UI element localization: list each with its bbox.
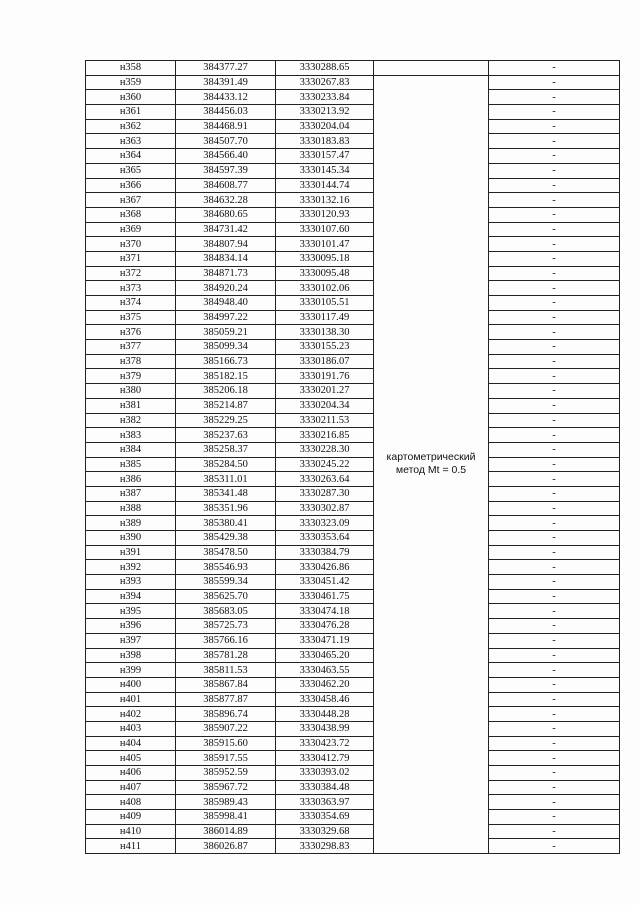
x-coordinate-cell: 385258.37 <box>176 442 276 457</box>
x-coordinate-cell: 384632.28 <box>176 193 276 208</box>
x-coordinate-cell: 385915.60 <box>176 736 276 751</box>
x-coordinate-cell: 384468.91 <box>176 119 276 134</box>
x-coordinate-cell: 385214.87 <box>176 398 276 413</box>
y-coordinate-cell: 3330288.65 <box>276 61 374 76</box>
table-row <box>86 457 620 472</box>
x-coordinate-cell: 385811.53 <box>176 663 276 678</box>
table-row <box>86 589 620 604</box>
y-coordinate-cell: 3330107.60 <box>276 222 374 237</box>
y-coordinate-cell: 3330204.34 <box>276 398 374 413</box>
point-cell: н398 <box>86 648 176 663</box>
table-row <box>86 839 620 854</box>
table-row <box>86 75 620 90</box>
delta-cell: - <box>489 296 620 311</box>
y-coordinate-cell: 3330191.76 <box>276 369 374 384</box>
x-coordinate-cell: 384807.94 <box>176 237 276 252</box>
table-row <box>86 486 620 501</box>
x-coordinate-cell: 385917.55 <box>176 751 276 766</box>
point-cell: н389 <box>86 516 176 531</box>
y-coordinate-cell: 3330155.23 <box>276 340 374 355</box>
delta-cell: - <box>489 398 620 413</box>
point-cell: н360 <box>86 90 176 105</box>
y-coordinate-cell: 3330461.75 <box>276 589 374 604</box>
delta-cell: - <box>489 531 620 546</box>
point-cell: н405 <box>86 751 176 766</box>
table-row <box>86 428 620 443</box>
y-coordinate-cell: 3330465.20 <box>276 648 374 663</box>
y-coordinate-cell: 3330384.79 <box>276 545 374 560</box>
x-coordinate-cell: 384456.03 <box>176 105 276 120</box>
x-coordinate-cell: 384731.42 <box>176 222 276 237</box>
x-coordinate-cell: 385989.43 <box>176 795 276 810</box>
point-cell: н382 <box>86 413 176 428</box>
table-row <box>86 193 620 208</box>
y-coordinate-cell: 3330233.84 <box>276 90 374 105</box>
x-coordinate-cell: 385380.41 <box>176 516 276 531</box>
x-coordinate-cell: 385599.34 <box>176 575 276 590</box>
x-coordinate-cell: 384566.40 <box>176 149 276 164</box>
x-coordinate-cell: 384871.73 <box>176 266 276 281</box>
method-cell-empty <box>374 61 489 76</box>
table-row <box>86 178 620 193</box>
point-cell: н396 <box>86 619 176 634</box>
table-row <box>86 575 620 590</box>
y-coordinate-cell: 3330384.48 <box>276 780 374 795</box>
x-coordinate-cell: 385683.05 <box>176 604 276 619</box>
x-coordinate-cell: 385229.25 <box>176 413 276 428</box>
point-cell: н393 <box>86 575 176 590</box>
y-coordinate-cell: 3330267.83 <box>276 75 374 90</box>
table-row <box>86 516 620 531</box>
table-row <box>86 61 620 76</box>
point-cell: н363 <box>86 134 176 149</box>
x-coordinate-cell: 385877.87 <box>176 692 276 707</box>
point-cell: н368 <box>86 207 176 222</box>
table-row <box>86 105 620 120</box>
point-cell: н371 <box>86 251 176 266</box>
delta-cell: - <box>489 354 620 369</box>
delta-cell: - <box>489 810 620 825</box>
table-row <box>86 531 620 546</box>
table-row <box>86 721 620 736</box>
delta-cell: - <box>489 486 620 501</box>
x-coordinate-cell: 385998.41 <box>176 810 276 825</box>
delta-cell: - <box>489 222 620 237</box>
table-row <box>86 810 620 825</box>
x-coordinate-cell: 384377.27 <box>176 61 276 76</box>
x-coordinate-cell: 386026.87 <box>176 839 276 854</box>
x-coordinate-cell: 384920.24 <box>176 281 276 296</box>
point-cell: н386 <box>86 472 176 487</box>
table-row <box>86 824 620 839</box>
y-coordinate-cell: 3330213.92 <box>276 105 374 120</box>
point-cell: н381 <box>86 398 176 413</box>
x-coordinate-cell: 385478.50 <box>176 545 276 560</box>
table-row <box>86 207 620 222</box>
y-coordinate-cell: 3330471.19 <box>276 633 374 648</box>
x-coordinate-cell: 385099.34 <box>176 340 276 355</box>
table-row <box>86 398 620 413</box>
table-row <box>86 149 620 164</box>
table-row <box>86 354 620 369</box>
point-cell: н359 <box>86 75 176 90</box>
x-coordinate-cell: 385311.01 <box>176 472 276 487</box>
point-cell: н369 <box>86 222 176 237</box>
delta-cell: - <box>489 413 620 428</box>
y-coordinate-cell: 3330451.42 <box>276 575 374 590</box>
x-coordinate-cell: 385341.48 <box>176 486 276 501</box>
x-coordinate-cell: 384834.14 <box>176 251 276 266</box>
point-cell: н397 <box>86 633 176 648</box>
x-coordinate-cell: 384433.12 <box>176 90 276 105</box>
y-coordinate-cell: 3330105.51 <box>276 296 374 311</box>
delta-cell: - <box>489 134 620 149</box>
table-row <box>86 163 620 178</box>
delta-cell: - <box>489 325 620 340</box>
table-row <box>86 472 620 487</box>
x-coordinate-cell: 384680.65 <box>176 207 276 222</box>
point-cell: н375 <box>86 310 176 325</box>
delta-cell: - <box>489 604 620 619</box>
table-row <box>86 90 620 105</box>
delta-cell: - <box>489 310 620 325</box>
delta-cell: - <box>489 516 620 531</box>
point-cell: н388 <box>86 501 176 516</box>
x-coordinate-cell: 385182.15 <box>176 369 276 384</box>
table-row <box>86 780 620 795</box>
point-cell: н392 <box>86 560 176 575</box>
point-cell: н384 <box>86 442 176 457</box>
delta-cell: - <box>489 266 620 281</box>
y-coordinate-cell: 3330201.27 <box>276 384 374 399</box>
point-cell: н372 <box>86 266 176 281</box>
y-coordinate-cell: 3330354.69 <box>276 810 374 825</box>
table-row <box>86 251 620 266</box>
y-coordinate-cell: 3330245.22 <box>276 457 374 472</box>
x-coordinate-cell: 385766.16 <box>176 633 276 648</box>
point-cell: н411 <box>86 839 176 854</box>
coordinates-table <box>85 60 620 854</box>
table-row <box>86 619 620 634</box>
table-row <box>86 384 620 399</box>
y-coordinate-cell: 3330438.99 <box>276 721 374 736</box>
y-coordinate-cell: 3330323.09 <box>276 516 374 531</box>
delta-cell: - <box>489 692 620 707</box>
point-cell: н404 <box>86 736 176 751</box>
y-coordinate-cell: 3330263.64 <box>276 472 374 487</box>
delta-cell: - <box>489 119 620 134</box>
delta-cell: - <box>489 633 620 648</box>
point-cell: н376 <box>86 325 176 340</box>
x-coordinate-cell: 384608.77 <box>176 178 276 193</box>
y-coordinate-cell: 3330204.04 <box>276 119 374 134</box>
point-cell: н366 <box>86 178 176 193</box>
table-row <box>86 692 620 707</box>
x-coordinate-cell: 385967.72 <box>176 780 276 795</box>
delta-cell: - <box>489 795 620 810</box>
point-cell: н365 <box>86 163 176 178</box>
y-coordinate-cell: 3330463.55 <box>276 663 374 678</box>
x-coordinate-cell: 385867.84 <box>176 677 276 692</box>
table-row <box>86 369 620 384</box>
table-row <box>86 442 620 457</box>
delta-cell: - <box>489 281 620 296</box>
table-row <box>86 604 620 619</box>
x-coordinate-cell: 384997.22 <box>176 310 276 325</box>
point-cell: н407 <box>86 780 176 795</box>
x-coordinate-cell: 384948.40 <box>176 296 276 311</box>
y-coordinate-cell: 3330302.87 <box>276 501 374 516</box>
y-coordinate-cell: 3330101.47 <box>276 237 374 252</box>
method-cell <box>374 75 489 853</box>
x-coordinate-cell: 385546.93 <box>176 560 276 575</box>
delta-cell: - <box>489 545 620 560</box>
coordinates-table-body <box>86 61 620 854</box>
y-coordinate-cell: 3330329.68 <box>276 824 374 839</box>
delta-cell: - <box>489 824 620 839</box>
table-row <box>86 222 620 237</box>
delta-cell: - <box>489 501 620 516</box>
y-coordinate-cell: 3330423.72 <box>276 736 374 751</box>
point-cell: н409 <box>86 810 176 825</box>
x-coordinate-cell: 385896.74 <box>176 707 276 722</box>
y-coordinate-cell: 3330476.28 <box>276 619 374 634</box>
point-cell: н406 <box>86 766 176 781</box>
point-cell: н391 <box>86 545 176 560</box>
y-coordinate-cell: 3330474.18 <box>276 604 374 619</box>
delta-cell: - <box>489 663 620 678</box>
delta-cell: - <box>489 75 620 90</box>
delta-cell: - <box>489 428 620 443</box>
table-row <box>86 663 620 678</box>
point-cell: н370 <box>86 237 176 252</box>
point-cell: н410 <box>86 824 176 839</box>
y-coordinate-cell: 3330095.48 <box>276 266 374 281</box>
delta-cell: - <box>489 369 620 384</box>
point-cell: н378 <box>86 354 176 369</box>
method-accuracy: метод Mt = 0.5 <box>395 464 467 477</box>
delta-cell: - <box>489 457 620 472</box>
table-row <box>86 310 620 325</box>
table-row <box>86 707 620 722</box>
delta-cell: - <box>489 149 620 164</box>
point-cell: н390 <box>86 531 176 546</box>
x-coordinate-cell: 385237.63 <box>176 428 276 443</box>
table-row <box>86 545 620 560</box>
y-coordinate-cell: 3330117.49 <box>276 310 374 325</box>
point-cell: н362 <box>86 119 176 134</box>
x-coordinate-cell: 384507.70 <box>176 134 276 149</box>
point-cell: н400 <box>86 677 176 692</box>
delta-cell: - <box>489 340 620 355</box>
table-row <box>86 633 620 648</box>
table-row <box>86 795 620 810</box>
point-cell: н383 <box>86 428 176 443</box>
y-coordinate-cell: 3330132.16 <box>276 193 374 208</box>
point-cell: н408 <box>86 795 176 810</box>
delta-cell: - <box>489 193 620 208</box>
x-coordinate-cell: 385952.59 <box>176 766 276 781</box>
point-cell: н373 <box>86 281 176 296</box>
delta-cell: - <box>489 766 620 781</box>
y-coordinate-cell: 3330287.30 <box>276 486 374 501</box>
table-row <box>86 677 620 692</box>
delta-cell: - <box>489 442 620 457</box>
delta-cell: - <box>489 839 620 854</box>
y-coordinate-cell: 3330120.93 <box>276 207 374 222</box>
point-cell: н377 <box>86 340 176 355</box>
delta-cell: - <box>489 90 620 105</box>
point-cell: н402 <box>86 707 176 722</box>
table-row <box>86 413 620 428</box>
x-coordinate-cell: 385059.21 <box>176 325 276 340</box>
table-row <box>86 296 620 311</box>
delta-cell: - <box>489 589 620 604</box>
delta-cell: - <box>489 575 620 590</box>
y-coordinate-cell: 3330211.53 <box>276 413 374 428</box>
delta-cell: - <box>489 178 620 193</box>
delta-cell: - <box>489 105 620 120</box>
y-coordinate-cell: 3330145.34 <box>276 163 374 178</box>
table-row <box>86 501 620 516</box>
delta-cell: - <box>489 677 620 692</box>
delta-cell: - <box>489 251 620 266</box>
delta-cell: - <box>489 384 620 399</box>
x-coordinate-cell: 385907.22 <box>176 721 276 736</box>
point-cell: н385 <box>86 457 176 472</box>
point-cell: н380 <box>86 384 176 399</box>
delta-cell: - <box>489 207 620 222</box>
y-coordinate-cell: 3330448.28 <box>276 707 374 722</box>
table-row <box>86 340 620 355</box>
table-row <box>86 237 620 252</box>
point-cell: н367 <box>86 193 176 208</box>
y-coordinate-cell: 3330157.47 <box>276 149 374 164</box>
x-coordinate-cell: 385206.18 <box>176 384 276 399</box>
delta-cell: - <box>489 560 620 575</box>
y-coordinate-cell: 3330393.02 <box>276 766 374 781</box>
table-row <box>86 736 620 751</box>
table-row <box>86 134 620 149</box>
table-row <box>86 766 620 781</box>
delta-cell: - <box>489 721 620 736</box>
delta-cell: - <box>489 751 620 766</box>
x-coordinate-cell: 385429.38 <box>176 531 276 546</box>
y-coordinate-cell: 3330363.97 <box>276 795 374 810</box>
table-row <box>86 325 620 340</box>
y-coordinate-cell: 3330102.06 <box>276 281 374 296</box>
delta-cell: - <box>489 163 620 178</box>
y-coordinate-cell: 3330144.74 <box>276 178 374 193</box>
table-row <box>86 119 620 134</box>
point-cell: н403 <box>86 721 176 736</box>
delta-cell: - <box>489 237 620 252</box>
delta-cell: - <box>489 780 620 795</box>
delta-cell: - <box>489 707 620 722</box>
x-coordinate-cell: 385625.70 <box>176 589 276 604</box>
y-coordinate-cell: 3330353.64 <box>276 531 374 546</box>
delta-cell: - <box>489 648 620 663</box>
y-coordinate-cell: 3330183.83 <box>276 134 374 149</box>
delta-cell: - <box>489 472 620 487</box>
y-coordinate-cell: 3330458.46 <box>276 692 374 707</box>
x-coordinate-cell: 384391.49 <box>176 75 276 90</box>
delta-cell: - <box>489 736 620 751</box>
y-coordinate-cell: 3330095.18 <box>276 251 374 266</box>
point-cell: н364 <box>86 149 176 164</box>
point-cell: н399 <box>86 663 176 678</box>
table-row <box>86 648 620 663</box>
y-coordinate-cell: 3330228.30 <box>276 442 374 457</box>
y-coordinate-cell: 3330298.83 <box>276 839 374 854</box>
point-cell: н379 <box>86 369 176 384</box>
delta-cell: - <box>489 61 620 76</box>
y-coordinate-cell: 3330412.79 <box>276 751 374 766</box>
table-row <box>86 281 620 296</box>
point-cell: н374 <box>86 296 176 311</box>
table-row <box>86 560 620 575</box>
x-coordinate-cell: 385166.73 <box>176 354 276 369</box>
x-coordinate-cell: 386014.89 <box>176 824 276 839</box>
x-coordinate-cell: 385781.28 <box>176 648 276 663</box>
x-coordinate-cell: 385725.73 <box>176 619 276 634</box>
point-cell: н361 <box>86 105 176 120</box>
y-coordinate-cell: 3330186.07 <box>276 354 374 369</box>
y-coordinate-cell: 3330216.85 <box>276 428 374 443</box>
table-row <box>86 266 620 281</box>
y-coordinate-cell: 3330426.86 <box>276 560 374 575</box>
point-cell: н387 <box>86 486 176 501</box>
x-coordinate-cell: 384597.39 <box>176 163 276 178</box>
x-coordinate-cell: 385351.96 <box>176 501 276 516</box>
delta-cell: - <box>489 619 620 634</box>
x-coordinate-cell: 385284.50 <box>176 457 276 472</box>
point-cell: н394 <box>86 589 176 604</box>
method-name: картометрический <box>386 451 476 464</box>
point-cell: н358 <box>86 61 176 76</box>
table-row <box>86 751 620 766</box>
y-coordinate-cell: 3330462.20 <box>276 677 374 692</box>
point-cell: н401 <box>86 692 176 707</box>
y-coordinate-cell: 3330138.30 <box>276 325 374 340</box>
point-cell: н395 <box>86 604 176 619</box>
